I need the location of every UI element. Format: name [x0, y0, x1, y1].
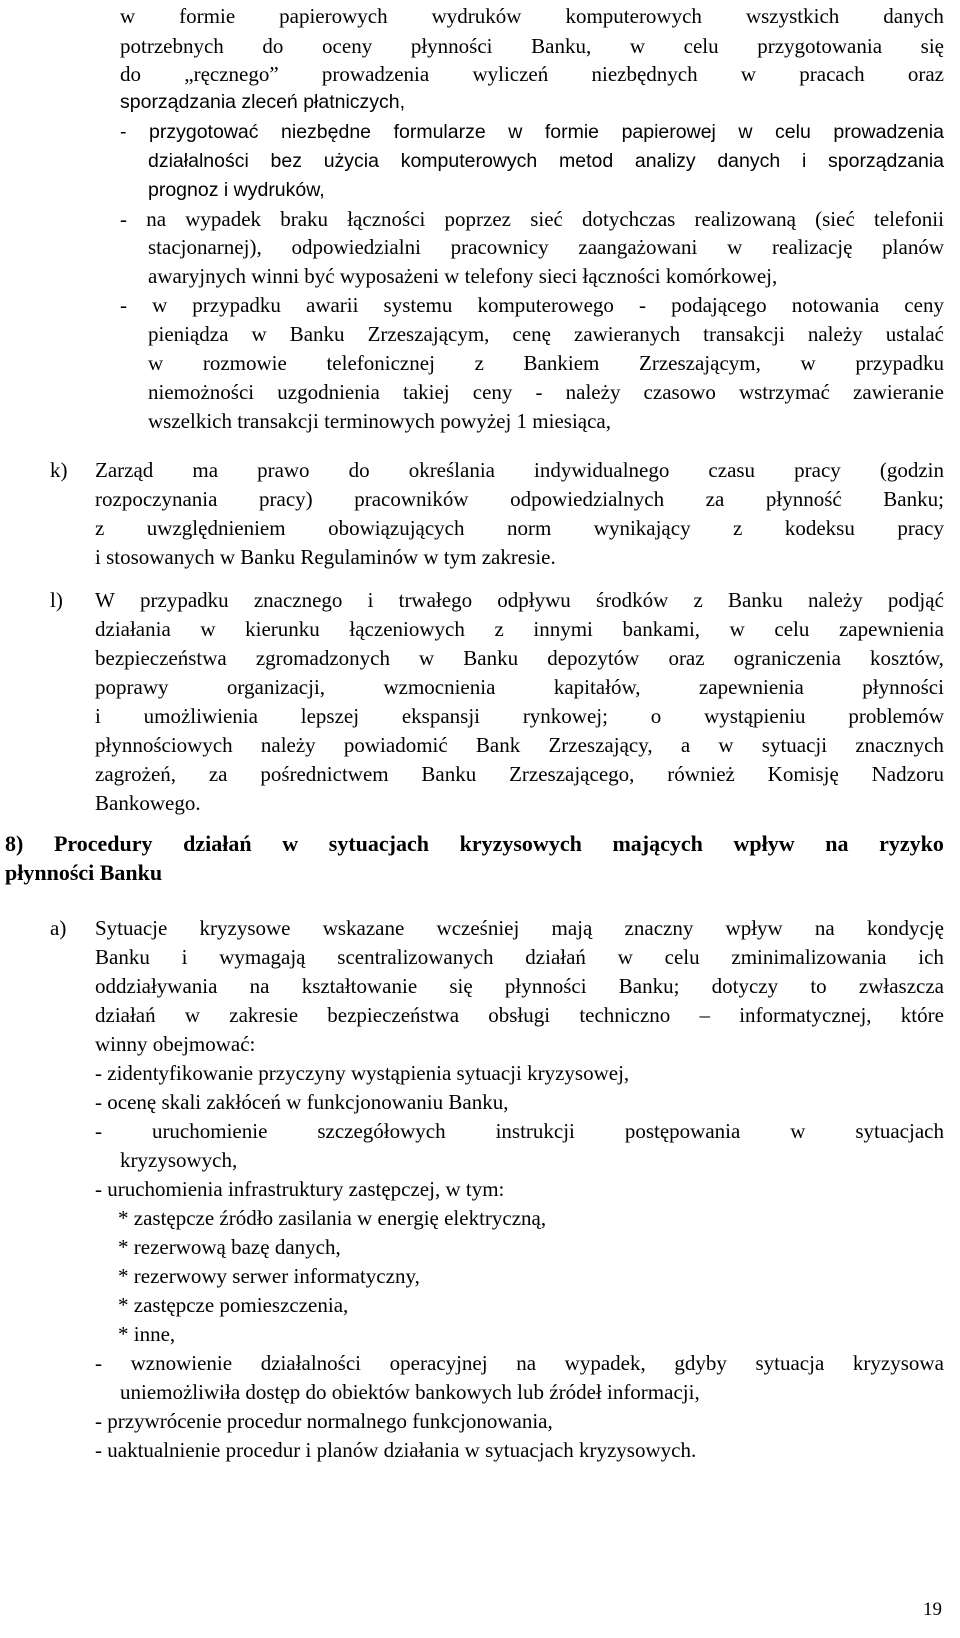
text-line-a6: - zidentyfikowanie przyczyny wystąpienia sytuacji kryzysowej,	[95, 1061, 630, 1085]
text-line-a11: * zastępcze źródło zasilania w energię elektryczną,	[118, 1206, 547, 1230]
text-line-a2: Banku i wymagają scentralizowanych działań w celu zminimalizowania ich	[95, 945, 944, 969]
text-line-a16: - wznowienie działalności operacyjnej na wypadek, gdyby sytuacja kryzysowa	[95, 1351, 944, 1375]
text-line-p4: sporządzania zleceń płatniczych,	[120, 91, 406, 113]
text-line-h1: 8) Procedury działań w sytuacjach kryzysowych mających wpływ na ryzyko	[5, 831, 944, 856]
list-marker-k: k)	[50, 458, 68, 482]
text-line-a9: kryzysowych,	[120, 1148, 238, 1172]
text-line-p8: - na wypadek braku łączności poprzez sieć dotychczas realizowaną (sieć telefonii	[120, 207, 944, 231]
text-line-l2: działania w kierunku łączeniowych z innymi bankami, w celu zapewnienia	[95, 617, 944, 641]
text-line-p10: awaryjnych winni być wyposażeni w telefony sieci łączności komórkowej,	[148, 264, 778, 288]
text-line-l4: poprawy organizacji, wzmocnienia kapitałów, zapewnienia płynności	[95, 675, 944, 699]
text-line-a19: - uaktualnienie procedur i planów działania w sytuacjach kryzysowych.	[95, 1438, 697, 1462]
text-line-p12: pieniądza w Banku Zrzeszającym, cenę zawieranych transakcji należy ustalać	[148, 322, 944, 346]
text-line-a12: * rezerwową bazę danych,	[118, 1235, 341, 1259]
text-line-l8: Bankowego.	[95, 791, 201, 815]
text-line-a5: winny obejmować:	[95, 1032, 256, 1056]
text-line-l1: W przypadku znacznego i trwałego odpływu środków z Banku należy podjąć	[95, 588, 944, 612]
text-line-a18: - przywrócenie procedur normalnego funkcjonowania,	[95, 1409, 553, 1433]
text-line-a7: - ocenę skali zakłóceń w funkcjonowaniu Banku,	[95, 1090, 509, 1114]
text-line-p2: potrzebnych do oceny płynności Banku, w celu przygotowania się	[120, 34, 944, 58]
text-line-p14: niemożności uzgodnienia takiej ceny - należy czasowo wstrzymać zawieranie	[148, 380, 944, 404]
text-line-a4: działań w zakresie bezpieczeństwa obsługi techniczno – informatycznej, które	[95, 1003, 944, 1027]
text-line-k3: z uwzględnieniem obowiązujących norm wynikający z kodeksu pracy	[95, 516, 944, 540]
text-line-a8: - uruchomienie szczegółowych instrukcji postępowania w sytuacjach	[95, 1119, 944, 1143]
text-line-p7: prognoz i wydruków,	[148, 179, 325, 201]
text-line-a10: - uruchomienia infrastruktury zastępczej, w tym:	[95, 1177, 505, 1201]
text-line-p9: stacjonarnej), odpowiedzialni pracownicy zaangażowani w realizację planów	[148, 235, 944, 259]
text-line-a3: oddziaływania na kształtowanie się płynności Banku; dotyczy to zwłaszcza	[95, 974, 944, 998]
text-line-k2: rozpoczynania pracy) pracowników odpowiedzialnych za płynność Banku;	[95, 487, 944, 511]
text-line-h2: płynności Banku	[5, 860, 163, 885]
text-line-k1: Zarząd ma prawo do określania indywidualnego czasu pracy (godzin	[95, 458, 944, 482]
text-line-p15: wszelkich transakcji terminowych powyżej 1 miesiąca,	[148, 409, 612, 433]
text-line-p6: działalności bez użycia komputerowych metod analizy danych i sporządzania	[148, 150, 944, 172]
text-line-a14: * zastępcze pomieszczenia,	[118, 1293, 349, 1317]
text-line-l6: płynnościowych należy powiadomić Bank Zrzeszający, a w sytuacji znacznych	[95, 733, 944, 757]
list-marker-a: a)	[50, 916, 67, 940]
text-line-a13: * rezerwowy serwer informatyczny,	[118, 1264, 420, 1288]
text-line-a15: * inne,	[118, 1322, 176, 1346]
text-line-l5: i umożliwienia lepszej ekspansji rynkowej; o wystąpieniu problemów	[95, 704, 944, 728]
text-line-p1: w formie papierowych wydruków komputerowych wszystkich danych	[120, 4, 944, 28]
text-line-l3: bezpieczeństwa zgromadzonych w Banku depozytów oraz ograniczenia kosztów,	[95, 646, 944, 670]
text-line-p3: do „ręcznego” prowadzenia wyliczeń niezbędnych w pracach oraz	[120, 62, 944, 86]
text-line-k4: i stosowanych w Banku Regulaminów w tym zakresie.	[95, 545, 556, 569]
page-number: 19	[923, 1599, 942, 1620]
text-line-p11: - w przypadku awarii systemu komputerowego - podającego notowania ceny	[120, 293, 944, 317]
text-line-l7: zagrożeń, za pośrednictwem Banku Zrzeszającego, również Komisję Nadzoru	[95, 762, 944, 786]
text-line-p13: w rozmowie telefonicznej z Bankiem Zrzeszającym, w przypadku	[148, 351, 944, 375]
text-line-a1: Sytuacje kryzysowe wskazane wcześniej mają znaczny wpływ na kondycję	[95, 916, 944, 940]
text-line-p5: - przygotować niezbędne formularze w formie papierowej w celu prowadzenia	[120, 121, 944, 143]
list-marker-l: l)	[50, 588, 63, 612]
text-line-a17: uniemożliwiła dostęp do obiektów bankowych lub źródeł informacji,	[120, 1380, 700, 1404]
